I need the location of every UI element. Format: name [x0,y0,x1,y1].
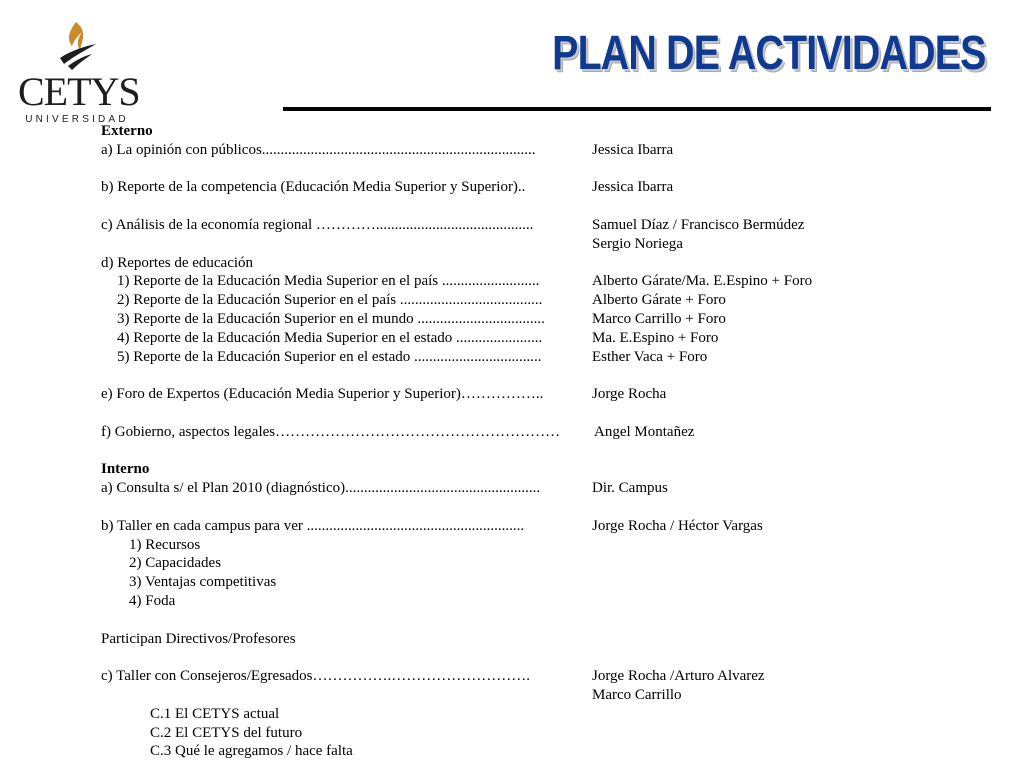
activity-row [101,254,981,273]
activity-label: f) Gobierno, aspectos legales………………………………………………… [101,423,561,440]
activity-label: 3) Reporte de la Educación Superior en el mundo .................................. [117,310,545,327]
activity-responsible: Angel Montañez [594,423,695,440]
sub-item: 3) Ventajas competitivas [129,574,277,591]
logo-sub-text: UNIVERSIDAD [25,114,129,125]
activity-label: e) Foro de Expertos (Educación Media Superior y Superior)…………….. [101,386,544,403]
activity-row [101,178,981,197]
activity-responsible: Jorge Rocha / Héctor Vargas [592,517,763,534]
title-divider [283,107,991,111]
sub-item: C.2 El CETYS del futuro [150,724,303,741]
activity-row [101,479,981,498]
activity-responsible: Jorge Rocha [592,386,667,403]
activity-responsible: Alberto Gárate + Foro [592,292,726,309]
activity-label: a) Consulta s/ el Plan 2010 (diagnóstico).................................................... [101,480,541,497]
activity-row-continued [101,235,981,254]
sub-item: 1) Recursos [129,536,201,553]
activity-label: c) Taller con Consejeros/Egresados…………….………………………. [101,668,531,685]
cetys-logo [18,20,140,128]
section-heading-externo: Externo [101,123,153,139]
activity-responsible: Jorge Rocha /Arturo Alvarez [592,668,765,685]
activity-label: b) Reporte de la competencia (Educación Media Superior y Superior).. [101,179,526,196]
activity-responsible: Jessica Ibarra [592,141,674,158]
activity-row [101,216,981,235]
activity-label: a) La opinión con públicos......................................................................... [101,141,536,158]
page-title: PLAN DE ACTIVIDADES [552,27,986,80]
activity-responsible: Dir. Campus [592,480,668,497]
activity-label: 5) Reporte de la Educación Superior en el estado .................................. [117,348,542,365]
activity-responsible: Samuel Díaz / Francisco Bermúdez [592,216,805,233]
activity-row [101,141,981,160]
section-heading-interno: Interno [101,461,150,478]
activity-responsible: Marco Carrillo + Foro [592,310,726,327]
activity-label: d) Reportes de educación [101,254,254,271]
activity-responsible: Jessica Ibarra [592,179,674,196]
flame-icon [56,20,98,72]
activity-label: 1) Reporte de la Educación Media Superior en el país .......................... [117,273,540,290]
sub-activity-row [101,329,981,348]
activity-row [101,667,981,686]
activity-label: b) Taller en cada campus para ver .......................................................... [101,517,525,534]
activity-responsible: Sergio Noriega [592,235,683,252]
activity-label: 2) Reporte de la Educación Superior en el país ...................................... [117,292,543,309]
activity-row [101,517,981,536]
activity-label: 4) Reporte de la Educación Media Superior en el estado ....................... [117,329,543,346]
activity-row [101,423,981,442]
sub-activity-row [101,272,981,291]
sub-activity-row [101,291,981,310]
sub-activity-row [101,348,981,367]
activity-responsible: Ma. E.Espino + Foro [592,329,719,346]
sub-item: 4) Foda [129,592,176,609]
activity-responsible: Alberto Gárate/Ma. E.Espino + Foro [592,273,813,290]
activity-responsible: Esther Vaca + Foro [592,348,708,365]
activity-row [101,385,981,404]
activities-list [101,122,981,761]
activity-label: c) Análisis de la economía regional ………….......................................... [101,216,534,233]
activity-row-continued [101,686,981,705]
participants-note: Participan Directivos/Profesores [101,630,296,647]
sub-item: C.3 Qué le agregamos / hace falta [150,743,353,760]
activity-responsible: Marco Carrillo [592,686,682,703]
logo-brand-text: CETYS [18,69,140,114]
sub-item: C.1 El CETYS actual [150,705,280,722]
sub-item: 2) Capacidades [129,555,222,572]
sub-activity-row [101,310,981,329]
